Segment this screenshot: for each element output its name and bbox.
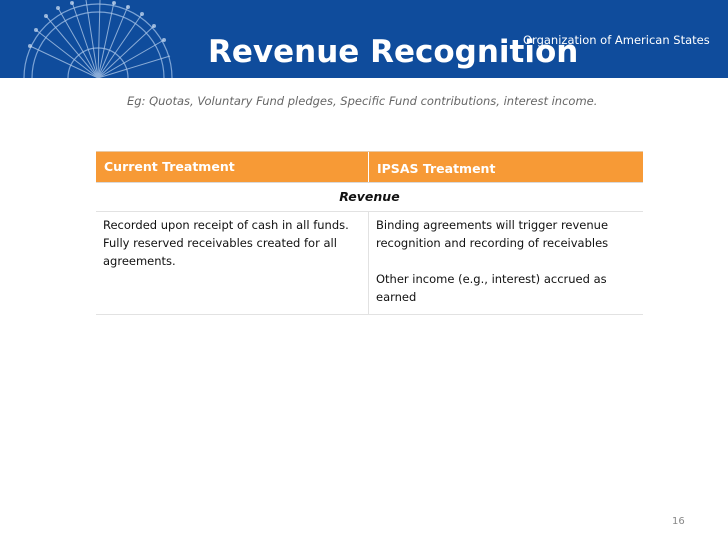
table-row (96, 212, 643, 315)
slide-title: Revenue Recognition (208, 34, 579, 70)
ipsas-treatment-text-2: Other income (e.g., interest) accrued as earned (376, 272, 607, 304)
example-text: Eg: Quotas, Voluntary Fund pledges, Specific Fund contributions, interest income. (127, 94, 598, 108)
column-header-current: Current Treatment (96, 152, 369, 182)
ipsas-treatment-cell (369, 212, 643, 314)
oas-seal-icon (0, 0, 220, 78)
section-label-revenue: Revenue (96, 183, 643, 212)
current-treatment-text: Recorded upon receipt of cash in all funds. Fully reserved receivables created for all agreements. (103, 218, 349, 268)
treatment-table (96, 151, 643, 315)
page-number: 16 (672, 516, 685, 527)
current-treatment-cell (96, 212, 369, 314)
ipsas-treatment-text-1: Binding agreements will trigger revenue recognition and recording of receivables (376, 218, 609, 250)
header-bar (0, 0, 728, 78)
table-header-row (96, 151, 643, 183)
column-header-ipsas: IPSAS Treatment (377, 161, 496, 176)
organization-name: Organization of American States (523, 33, 710, 47)
